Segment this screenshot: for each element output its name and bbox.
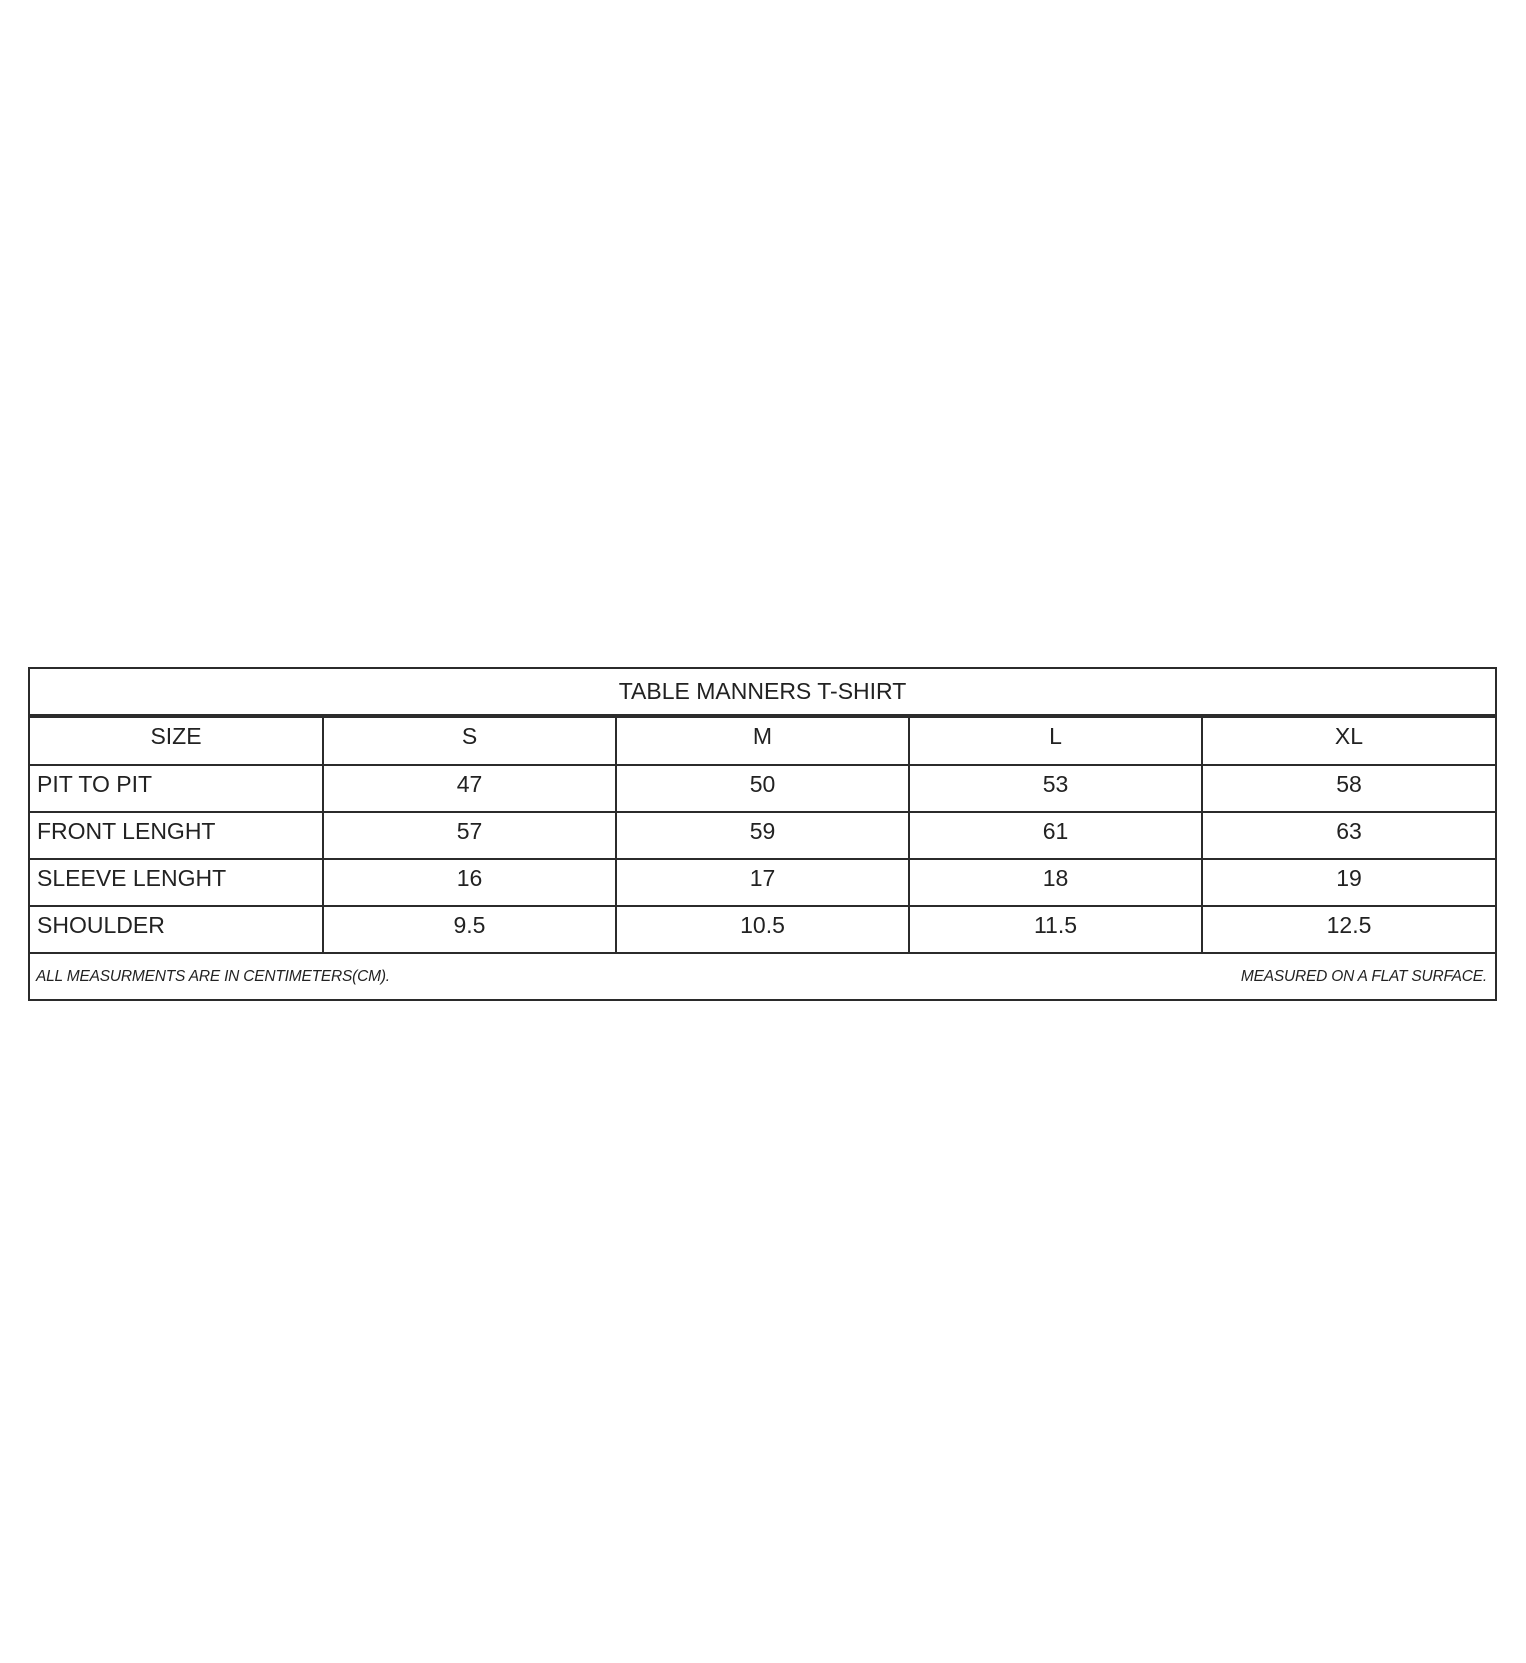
table-cell: 53 bbox=[909, 765, 1202, 812]
table-cell: 50 bbox=[616, 765, 909, 812]
measurement-method-note: MEASURED ON A FLAT SURFACE. bbox=[1240, 967, 1487, 985]
row-label: SLEEVE LENGHT bbox=[30, 859, 323, 906]
table-row bbox=[30, 812, 1495, 859]
chart-title: TABLE MANNERS T-SHIRT bbox=[30, 669, 1495, 718]
table-cell: 57 bbox=[323, 812, 616, 859]
table-cell: 11.5 bbox=[909, 906, 1202, 953]
row-label: SHOULDER bbox=[30, 906, 323, 953]
table-cell: 61 bbox=[909, 812, 1202, 859]
header-size-l: L bbox=[909, 718, 1202, 765]
table-row bbox=[30, 859, 1495, 906]
table-cell: 10.5 bbox=[616, 906, 909, 953]
table-cell: 16 bbox=[323, 859, 616, 906]
header-size-xl: XL bbox=[1202, 718, 1495, 765]
table-cell: 17 bbox=[616, 859, 909, 906]
units-note: ALL MEASURMENTS ARE IN CENTIMETERS(CM). bbox=[36, 967, 390, 985]
table-cell: 58 bbox=[1202, 765, 1495, 812]
measurement-table bbox=[30, 718, 1495, 954]
table-cell: 59 bbox=[616, 812, 909, 859]
table-cell: 18 bbox=[909, 859, 1202, 906]
table-cell: 63 bbox=[1202, 812, 1495, 859]
row-label: PIT TO PIT bbox=[30, 765, 323, 812]
table-row bbox=[30, 906, 1495, 953]
row-label: FRONT LENGHT bbox=[30, 812, 323, 859]
header-size-s: S bbox=[323, 718, 616, 765]
header-size-label: SIZE bbox=[30, 718, 323, 765]
size-chart bbox=[28, 667, 1497, 1001]
header-size-m: M bbox=[616, 718, 909, 765]
table-cell: 47 bbox=[323, 765, 616, 812]
table-cell: 19 bbox=[1202, 859, 1495, 906]
table-row bbox=[30, 765, 1495, 812]
chart-footer bbox=[30, 954, 1495, 999]
table-header-row bbox=[30, 718, 1495, 765]
table-cell: 12.5 bbox=[1202, 906, 1495, 953]
table-cell: 9.5 bbox=[323, 906, 616, 953]
